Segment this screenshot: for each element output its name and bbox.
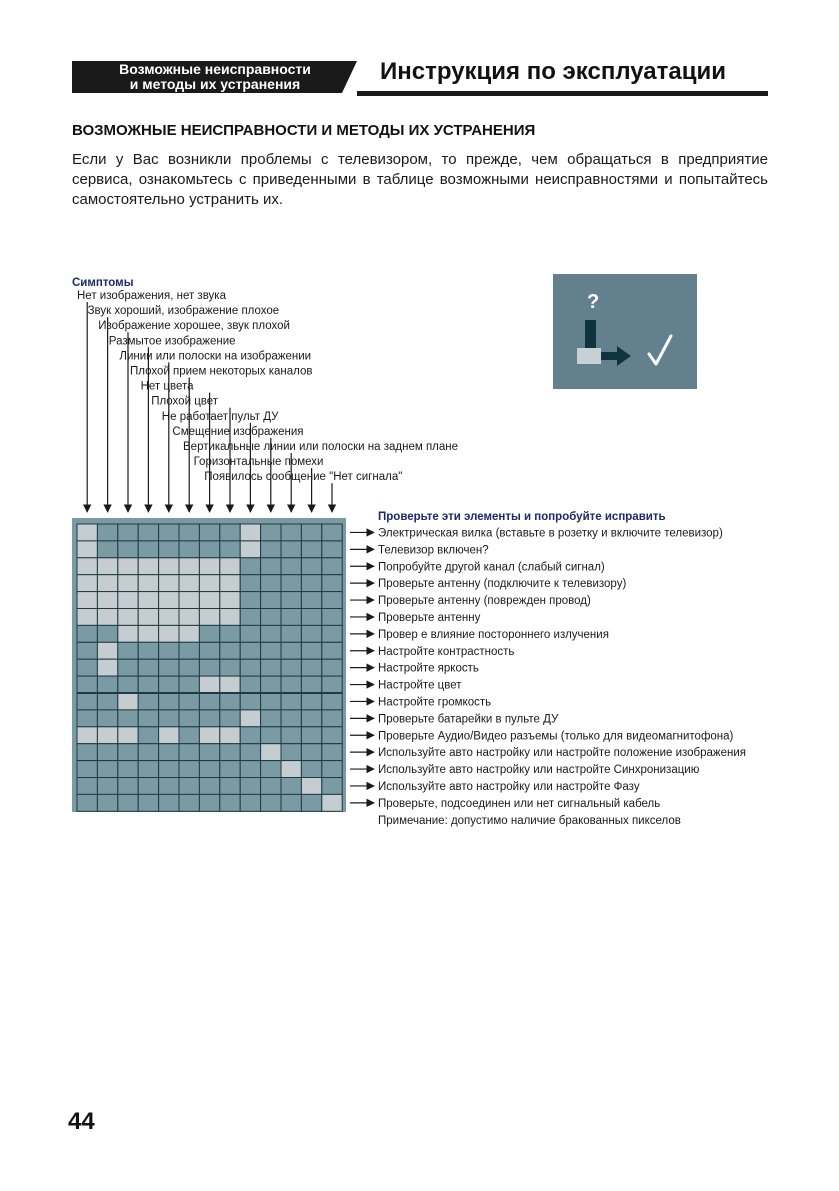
matrix-cell (261, 778, 281, 795)
matrix-cell (281, 558, 301, 575)
matrix-cell (261, 676, 281, 693)
matrix-cell (220, 642, 240, 659)
matrix-cell-marked (97, 727, 117, 744)
matrix-cell (322, 710, 342, 727)
matrix-cell (240, 693, 260, 710)
matrix-cell (220, 794, 240, 811)
matrix-cell (159, 693, 179, 710)
matrix-cell (179, 693, 199, 710)
symptom-label: Плохой прием некоторых каналов (130, 365, 313, 378)
matrix-cell (240, 592, 260, 609)
matrix-cell-marked (199, 609, 219, 626)
matrix-cell-marked (159, 609, 179, 626)
matrix-cell (97, 625, 117, 642)
matrix-cell (159, 659, 179, 676)
matrix-cell (322, 524, 342, 541)
matrix-cell (97, 744, 117, 761)
matrix-cell (322, 761, 342, 778)
matrix-cell (77, 710, 97, 727)
matrix-cell (261, 625, 281, 642)
matrix-cell (240, 778, 260, 795)
action-label: Настройте цвет (378, 679, 462, 692)
matrix-cell-marked (118, 609, 138, 626)
matrix-cell-marked (240, 524, 260, 541)
matrix-cell (97, 693, 117, 710)
section-label-line1: Возможные неисправности (119, 61, 311, 77)
matrix-cell (322, 541, 342, 558)
action-label: Электрическая вилка (вставьте в розетку и включите телевизор) (378, 527, 723, 540)
matrix-cell (261, 575, 281, 592)
matrix-cell (199, 794, 219, 811)
matrix-cell (97, 541, 117, 558)
matrix-cell (322, 592, 342, 609)
action-label: Провер е влияние постороннего излучения (378, 628, 609, 641)
matrix-cell-marked (118, 592, 138, 609)
matrix-cell (179, 761, 199, 778)
matrix-cell (240, 676, 260, 693)
matrix-cell (261, 609, 281, 626)
matrix-cell (118, 524, 138, 541)
matrix-cell (301, 575, 321, 592)
symptom-label: Плохой цвет (151, 395, 219, 408)
matrix-cell (322, 575, 342, 592)
matrix-cell (159, 710, 179, 727)
matrix-cell (77, 642, 97, 659)
matrix-cell (138, 541, 158, 558)
action-label: Настройте яркость (378, 662, 479, 675)
matrix-cell (179, 778, 199, 795)
matrix-cell (138, 727, 158, 744)
matrix-cell (322, 676, 342, 693)
matrix-cell (118, 659, 138, 676)
matrix-cell (199, 642, 219, 659)
manual-title: Инструкция по эксплуатации (380, 58, 727, 85)
matrix-cell (138, 676, 158, 693)
matrix-cell (261, 642, 281, 659)
matrix-cell-marked (138, 558, 158, 575)
matrix-cell (301, 676, 321, 693)
matrix-cell (240, 625, 260, 642)
matrix-cell (220, 524, 240, 541)
matrix-cell (97, 524, 117, 541)
matrix-cell (159, 541, 179, 558)
matrix-cell (179, 524, 199, 541)
matrix-cell (240, 575, 260, 592)
action-label: Проверьте антенну (378, 611, 481, 624)
symptom-label: Звук хороший, изображение плохое (87, 305, 280, 318)
matrix-cell (77, 778, 97, 795)
symptom-label: Смещение изображения (172, 425, 304, 438)
matrix-cell (281, 524, 301, 541)
matrix-cell (118, 710, 138, 727)
symptom-label: Изображение хорошее, звук плохой (98, 320, 290, 333)
matrix-cell-marked (118, 625, 138, 642)
action-label: Проверьте антенну (поврежден провод) (378, 595, 591, 608)
matrix-cell (159, 524, 179, 541)
matrix-cell (220, 761, 240, 778)
matrix-cell (240, 761, 260, 778)
matrix-cell (301, 744, 321, 761)
matrix-cell (77, 676, 97, 693)
matrix-cell (281, 693, 301, 710)
matrix-cell (159, 761, 179, 778)
symptom-label: Горизонтальные помехи (193, 456, 324, 469)
matrix-cell (97, 710, 117, 727)
matrix-cell-marked (138, 625, 158, 642)
matrix-cell (138, 794, 158, 811)
matrix-cell (281, 744, 301, 761)
symptom-label: Не работает пульт ДУ (161, 410, 279, 423)
matrix-cell-marked (97, 592, 117, 609)
matrix-cell-marked (77, 524, 97, 541)
matrix-cell (281, 541, 301, 558)
matrix-cell-marked (199, 592, 219, 609)
matrix-cell (220, 710, 240, 727)
matrix-cell-marked (77, 575, 97, 592)
matrix-cell-marked (240, 710, 260, 727)
matrix-cell (138, 659, 158, 676)
matrix-cell (301, 558, 321, 575)
matrix-cell (322, 642, 342, 659)
matrix-cell-marked (179, 609, 199, 626)
matrix-cell (138, 710, 158, 727)
matrix-cell-marked (97, 575, 117, 592)
matrix-cell (138, 778, 158, 795)
matrix-cell (322, 558, 342, 575)
matrix-cell-marked (118, 727, 138, 744)
matrix-cell (322, 659, 342, 676)
matrix-cell (77, 625, 97, 642)
matrix-cell (301, 524, 321, 541)
matrix-cell-marked (97, 609, 117, 626)
matrix-cell-marked (159, 592, 179, 609)
matrix-cell (97, 778, 117, 795)
matrix-cell (179, 642, 199, 659)
matrix-cell (138, 524, 158, 541)
matrix-cell (261, 659, 281, 676)
matrix-cell (199, 744, 219, 761)
symptom-label: Нет изображения, нет звука (77, 290, 226, 302)
matrix-cell-marked (179, 558, 199, 575)
action-label: Проверьте батарейки в пульте ДУ (378, 713, 559, 726)
matrix-cell (261, 710, 281, 727)
action-label: Используйте авто настройку или настройте Синхронизацию (378, 764, 700, 777)
matrix-cell (118, 778, 138, 795)
matrix-cell (77, 693, 97, 710)
matrix-cell (179, 676, 199, 693)
matrix-cell (220, 659, 240, 676)
matrix-cell (199, 710, 219, 727)
matrix-cell (199, 693, 219, 710)
actions-heading: Проверьте эти элементы и попробуйте исправить (378, 511, 666, 523)
matrix-cell (240, 744, 260, 761)
matrix-cell (159, 794, 179, 811)
matrix-cell (240, 609, 260, 626)
matrix-cell (261, 592, 281, 609)
matrix-cell-marked (199, 558, 219, 575)
matrix-cell (199, 778, 219, 795)
symptom-label: Нет цвета (140, 380, 194, 393)
matrix-cell (220, 541, 240, 558)
matrix-cell (261, 558, 281, 575)
matrix-cell (261, 541, 281, 558)
action-label: Используйте авто настройку или настройте Фазу (378, 780, 640, 793)
matrix-cell (179, 659, 199, 676)
matrix-cell (97, 761, 117, 778)
matrix-cell (261, 727, 281, 744)
matrix-cell (77, 659, 97, 676)
matrix-cell (301, 761, 321, 778)
matrix-cell-marked (77, 592, 97, 609)
matrix-cell (301, 592, 321, 609)
matrix-cell-marked (199, 676, 219, 693)
matrix-cell-marked (97, 659, 117, 676)
matrix-cell (179, 541, 199, 558)
matrix-cell (281, 727, 301, 744)
matrix-cell (77, 744, 97, 761)
symptom-label: Размытое изображение (108, 335, 236, 348)
matrix-cell-marked (179, 625, 199, 642)
matrix-cell-marked (220, 575, 240, 592)
matrix-cell-marked (301, 778, 321, 795)
matrix-cell (261, 524, 281, 541)
matrix-cell (77, 794, 97, 811)
matrix-cell (301, 659, 321, 676)
matrix-cell-marked (97, 642, 117, 659)
matrix-cell-marked (138, 575, 158, 592)
matrix-cell (281, 676, 301, 693)
matrix-cell (179, 794, 199, 811)
matrix-cell (281, 642, 301, 659)
matrix-cell (138, 642, 158, 659)
matrix-cell (138, 693, 158, 710)
matrix-cell (281, 659, 301, 676)
matrix-cell-marked (118, 575, 138, 592)
matrix-cell (199, 541, 219, 558)
matrix-cell (322, 778, 342, 795)
matrix-cell (179, 744, 199, 761)
matrix-cell-marked (159, 727, 179, 744)
matrix-cell-marked (179, 592, 199, 609)
matrix-cell (118, 676, 138, 693)
matrix-cell (240, 727, 260, 744)
matrix-cell (179, 710, 199, 727)
symptom-label: Линии или полоски на изображении (119, 350, 312, 363)
matrix-cell-marked (220, 609, 240, 626)
symptom-label: Вертикальные линии или полоски на заднем плане (183, 441, 459, 453)
matrix-cell-marked (322, 794, 342, 811)
matrix-cell-marked (240, 541, 260, 558)
matrix-cell (322, 609, 342, 626)
matrix-cell (261, 794, 281, 811)
matrix-cell-marked (220, 558, 240, 575)
matrix-cell (240, 794, 260, 811)
matrix-cell-marked (77, 609, 97, 626)
matrix-cell (118, 761, 138, 778)
matrix-cell (322, 625, 342, 642)
action-label: Попробуйте другой канал (слабый сигнал) (378, 561, 605, 574)
matrix-cell (322, 727, 342, 744)
action-label: Телевизор включен? (378, 544, 489, 557)
matrix-cell (301, 642, 321, 659)
note-text: Примечание: допустимо наличие бракованных пикселов (378, 814, 681, 827)
matrix-cell-marked (220, 727, 240, 744)
action-label: Проверьте Аудио/Видео разъемы (только для видеомагнитофона) (378, 730, 734, 743)
matrix-cell (281, 592, 301, 609)
matrix-cell-marked (77, 541, 97, 558)
matrix-cell-marked (220, 592, 240, 609)
matrix-cell (322, 693, 342, 710)
section-label-line2: и методы их устранения (129, 76, 301, 92)
matrix-cell (220, 625, 240, 642)
matrix-cell (301, 541, 321, 558)
matrix-cell-marked (118, 558, 138, 575)
matrix-cell (281, 794, 301, 811)
matrix-cell-marked (199, 575, 219, 592)
page-title: ВОЗМОЖНЫЕ НЕИСПРАВНОСТИ И МЕТОДЫ ИХ УСТРАНЕНИЯ (72, 122, 536, 139)
matrix-cell (138, 744, 158, 761)
question-mark-icon: ? (587, 291, 600, 313)
matrix-cell (322, 744, 342, 761)
matrix-cell-marked (199, 727, 219, 744)
matrix-cell (301, 625, 321, 642)
matrix-cell-marked (159, 575, 179, 592)
matrix-cell (118, 541, 138, 558)
matrix-cell (77, 761, 97, 778)
matrix-cell (240, 659, 260, 676)
matrix-cell (281, 625, 301, 642)
matrix-cell (159, 744, 179, 761)
action-label: Проверьте, подсоединен или нет сигнальный кабель (378, 797, 661, 810)
matrix-cell (281, 575, 301, 592)
symptom-label: Появилось сообщение "Нет сигнала" (204, 471, 403, 484)
matrix-cell (199, 524, 219, 541)
matrix-cell-marked (138, 609, 158, 626)
matrix-cell-marked (179, 575, 199, 592)
matrix-cell (97, 794, 117, 811)
matrix-cell-marked (118, 693, 138, 710)
matrix-cell (159, 642, 179, 659)
matrix-cell (281, 710, 301, 727)
matrix-cell-marked (159, 558, 179, 575)
matrix-cell (301, 794, 321, 811)
matrix-cell (199, 625, 219, 642)
matrix-cell-marked (220, 676, 240, 693)
matrix-cell (220, 778, 240, 795)
action-label: Настройте контрастность (378, 645, 515, 658)
matrix-cell-marked (159, 625, 179, 642)
symptoms-heading: Симптомы (72, 277, 134, 289)
matrix-cell (159, 778, 179, 795)
matrix-cell-marked (261, 744, 281, 761)
matrix-cell (138, 761, 158, 778)
matrix-cell (118, 642, 138, 659)
matrix-cell-marked (77, 558, 97, 575)
matrix-cell (220, 693, 240, 710)
matrix-cell (261, 693, 281, 710)
matrix-cell (118, 744, 138, 761)
matrix-cell (240, 558, 260, 575)
matrix-cell (240, 642, 260, 659)
page-number: 44 (68, 1108, 95, 1135)
matrix-cell (97, 676, 117, 693)
matrix-cell (199, 761, 219, 778)
matrix-cell (301, 609, 321, 626)
matrix-cell (118, 794, 138, 811)
matrix-cell (281, 778, 301, 795)
matrix-cell (261, 761, 281, 778)
matrix-cell (301, 710, 321, 727)
matrix-cell (159, 676, 179, 693)
matrix-cell (220, 744, 240, 761)
matrix-cell-marked (138, 592, 158, 609)
matrix-cell (301, 727, 321, 744)
matrix-cell-marked (97, 558, 117, 575)
action-label: Используйте авто настройку или настройте положение изображения (378, 747, 747, 760)
matrix-cell-marked (281, 761, 301, 778)
intro-paragraph: Если у Вас возникли проблемы с телевизором, то прежде, чем обращаться в предприятие сервиса, ознакомьтесь с приведенными в таблице возможными неисправностями и попытайтесь самостоятельно устранить их. (72, 151, 768, 208)
matrix-cell (179, 727, 199, 744)
action-label: Проверьте антенну (подключите к телевизору) (378, 578, 627, 591)
matrix-cell (199, 659, 219, 676)
matrix-cell-marked (77, 727, 97, 744)
action-label: Настройте громкость (378, 696, 492, 709)
matrix-cell (281, 609, 301, 626)
matrix-cell (301, 693, 321, 710)
